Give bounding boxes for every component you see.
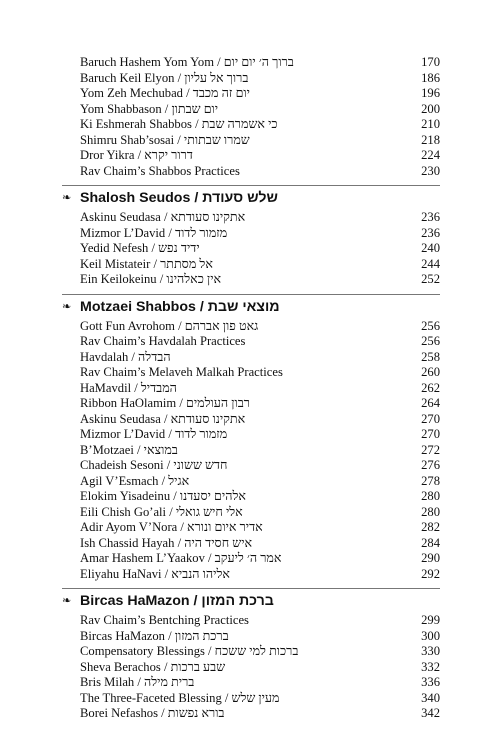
entry-title: ברוך אל עליון / Baruch Keil Elyon bbox=[80, 70, 249, 85]
toc-entry[interactable] bbox=[80, 458, 440, 474]
entry-title: ידיד נפש / Yedid Nefesh bbox=[80, 241, 200, 255]
entry-page-number: 200 bbox=[421, 101, 440, 116]
entry-title: אל מסתתר / Keil Mistateir bbox=[80, 256, 213, 271]
toc-entry[interactable] bbox=[80, 675, 440, 691]
toc-entry[interactable] bbox=[80, 567, 440, 583]
entry-title: אין כאלהינו / Ein Keilokeinu bbox=[80, 272, 222, 286]
toc-section bbox=[62, 179, 440, 288]
toc-entry[interactable] bbox=[80, 365, 440, 381]
entry-title: אתקינו סעודתא / Askinu Seudasa bbox=[80, 210, 246, 224]
entry-page-number: 332 bbox=[421, 659, 440, 674]
entry-page-number: 260 bbox=[421, 365, 440, 379]
toc-entry[interactable] bbox=[80, 613, 440, 629]
toc-entry[interactable] bbox=[80, 520, 440, 536]
entry-title: חדש ששוני / Chadeish Sesoni bbox=[80, 458, 228, 472]
toc-entry[interactable] bbox=[80, 350, 440, 366]
toc-section bbox=[62, 288, 440, 583]
toc-entry[interactable] bbox=[80, 427, 440, 443]
toc-entry[interactable] bbox=[80, 443, 440, 459]
section-heading bbox=[62, 185, 440, 210]
entry-title: Rav Chaim’s Bentching Practices bbox=[80, 613, 249, 627]
entry-title: אדיר איום ונורא / Adir Ayom V’Nora bbox=[80, 520, 263, 534]
entry-title: דרור יקרא / Dror Yikra bbox=[80, 148, 193, 162]
section-heading-text: מוצאי שבת / Motzaei Shabbos bbox=[80, 298, 280, 315]
entry-title: במוצאי / B’Motzaei bbox=[80, 442, 178, 457]
entry-page-number: 170 bbox=[421, 55, 440, 69]
entry-page-number: 256 bbox=[421, 318, 440, 333]
entry-page-number: 280 bbox=[421, 489, 440, 503]
entry-title: אלי חיש גואלי / Eili Chish Go’ali bbox=[80, 504, 243, 519]
toc-entry[interactable] bbox=[80, 210, 440, 226]
entry-title: איש חסיד היה / Ish Chassid Hayah bbox=[80, 535, 253, 550]
entry-page-number: 292 bbox=[421, 566, 440, 581]
entry-title: אליהו הנביא / Eliyahu HaNavi bbox=[80, 566, 230, 581]
entry-title: המבדיל / HaMavdil bbox=[80, 380, 177, 395]
toc-entry[interactable] bbox=[80, 148, 440, 164]
entry-page-number: 330 bbox=[421, 644, 440, 658]
entry-title: מעין שלש / The Three-Faceted Blessing bbox=[80, 690, 280, 705]
section-heading-text: שלש סעודת / Shalosh Seudos bbox=[80, 190, 278, 206]
entry-page-number: 256 bbox=[421, 334, 440, 348]
entry-page-number: 278 bbox=[421, 473, 440, 488]
entry-page-number: 264 bbox=[421, 396, 440, 410]
entry-page-number: 252 bbox=[421, 272, 440, 286]
toc-entry[interactable] bbox=[80, 86, 440, 102]
toc-entry[interactable] bbox=[80, 117, 440, 133]
entry-page-number: 186 bbox=[421, 70, 440, 85]
fleuron-icon: ❧ bbox=[62, 299, 72, 313]
toc-section bbox=[80, 55, 440, 179]
toc-entry[interactable] bbox=[80, 691, 440, 707]
toc-entry[interactable] bbox=[80, 164, 440, 180]
entry-title: מזמור לדוד / Mizmor L’David bbox=[80, 427, 228, 441]
entry-page-number: 218 bbox=[421, 132, 440, 147]
entry-title: מזמור לדוד / Mizmor L’David bbox=[80, 225, 228, 240]
section-heading-text: ברכת המזון / Bircas HaMazon bbox=[80, 593, 274, 609]
toc-entry[interactable] bbox=[80, 629, 440, 645]
toc-entry[interactable] bbox=[80, 706, 440, 722]
table-of-contents bbox=[62, 55, 440, 722]
section-heading bbox=[62, 588, 440, 613]
toc-entry[interactable] bbox=[80, 474, 440, 490]
entry-title: ברכת המזון / Bircas HaMazon bbox=[80, 628, 229, 643]
toc-entry[interactable] bbox=[80, 102, 440, 118]
entry-page-number: 236 bbox=[421, 210, 440, 224]
entry-title: שמרו שבתותי / Shimru Shab’sosai bbox=[80, 132, 250, 147]
entry-page-number: 230 bbox=[421, 163, 440, 178]
entry-title: יום שבתון / Yom Shabbason bbox=[80, 101, 219, 116]
entry-page-number: 272 bbox=[421, 442, 440, 457]
entry-page-number: 196 bbox=[421, 86, 440, 100]
entry-page-number: 300 bbox=[421, 628, 440, 643]
entry-title: אתקינו סעודתא / Askinu Seudasa bbox=[80, 411, 246, 426]
toc-entry[interactable] bbox=[80, 644, 440, 660]
toc-entry[interactable] bbox=[80, 226, 440, 242]
entry-title: אמר ה׳ ליעקב / Amar Hashem L’Yaakov bbox=[80, 551, 282, 565]
toc-entry[interactable] bbox=[80, 133, 440, 149]
entry-page-number: 336 bbox=[421, 675, 440, 689]
toc-entry[interactable] bbox=[80, 660, 440, 676]
fleuron-icon: ❧ bbox=[62, 594, 72, 607]
entry-page-number: 340 bbox=[421, 690, 440, 705]
entry-title: יום זה מכבד / Yom Zeh Mechubad bbox=[80, 86, 250, 100]
entry-title: שבע ברכות / Sheva Berachos bbox=[80, 659, 226, 674]
entry-title: Rav Chaim’s Havdalah Practices bbox=[80, 334, 246, 348]
entry-page-number: 342 bbox=[421, 706, 440, 720]
entry-title: גאט פון אברהם / Gott Fun Avrohom bbox=[80, 318, 259, 333]
entry-title: אלהים יסעדנו / Elokim Yisadeinu bbox=[80, 489, 246, 503]
toc-entry[interactable] bbox=[80, 551, 440, 567]
entry-page-number: 236 bbox=[421, 225, 440, 240]
toc-entry[interactable] bbox=[80, 55, 440, 71]
fleuron-icon: ❧ bbox=[62, 191, 72, 204]
toc-entry[interactable] bbox=[80, 334, 440, 350]
toc-entry[interactable] bbox=[80, 257, 440, 273]
entry-title: הבדלה / Havdalah bbox=[80, 349, 171, 364]
entry-page-number: 244 bbox=[421, 256, 440, 271]
entry-page-number: 276 bbox=[421, 458, 440, 472]
toc-entry[interactable] bbox=[80, 536, 440, 552]
entry-page-number: 270 bbox=[421, 427, 440, 441]
entry-page-number: 270 bbox=[421, 411, 440, 426]
toc-entry[interactable] bbox=[80, 489, 440, 505]
entry-page-number: 282 bbox=[421, 520, 440, 534]
toc-entry[interactable] bbox=[80, 272, 440, 288]
entry-title: ברכות למי ששכח / Compensatory Blessings bbox=[80, 644, 299, 658]
toc-entry[interactable] bbox=[80, 412, 440, 428]
entry-page-number: 258 bbox=[421, 349, 440, 364]
entry-title: רבון העולמים / Ribbon HaOlamim bbox=[80, 396, 250, 410]
toc-entry[interactable] bbox=[80, 505, 440, 521]
toc-entry[interactable] bbox=[80, 381, 440, 397]
entry-page-number: 284 bbox=[421, 535, 440, 550]
entry-title: Rav Chaim’s Melaveh Malkah Practices bbox=[80, 365, 283, 379]
entry-page-number: 280 bbox=[421, 504, 440, 519]
toc-entry[interactable] bbox=[80, 396, 440, 412]
entry-title: בורא נפשות / Borei Nefashos bbox=[80, 706, 225, 720]
entry-title: Rav Chaim’s Shabbos Practices bbox=[80, 163, 240, 178]
section-heading bbox=[62, 294, 440, 319]
toc-entry[interactable] bbox=[80, 241, 440, 257]
toc-section bbox=[62, 582, 440, 722]
entry-title: ברוך ה׳ יום יום / Baruch Hashem Yom Yom bbox=[80, 55, 294, 69]
toc-entry[interactable] bbox=[80, 71, 440, 87]
entry-page-number: 224 bbox=[421, 148, 440, 162]
entry-page-number: 240 bbox=[421, 241, 440, 255]
entry-page-number: 299 bbox=[421, 613, 440, 627]
entry-title: ברית מילה / Bris Milah bbox=[80, 675, 195, 689]
entry-title: כי אשמרה שבת / Ki Eshmerah Shabbos bbox=[80, 117, 278, 131]
entry-page-number: 290 bbox=[421, 551, 440, 565]
entry-page-number: 262 bbox=[421, 380, 440, 395]
entry-title: אגיל / Agil V’Esmach bbox=[80, 473, 190, 488]
toc-entry[interactable] bbox=[80, 319, 440, 335]
entry-page-number: 210 bbox=[421, 117, 440, 131]
